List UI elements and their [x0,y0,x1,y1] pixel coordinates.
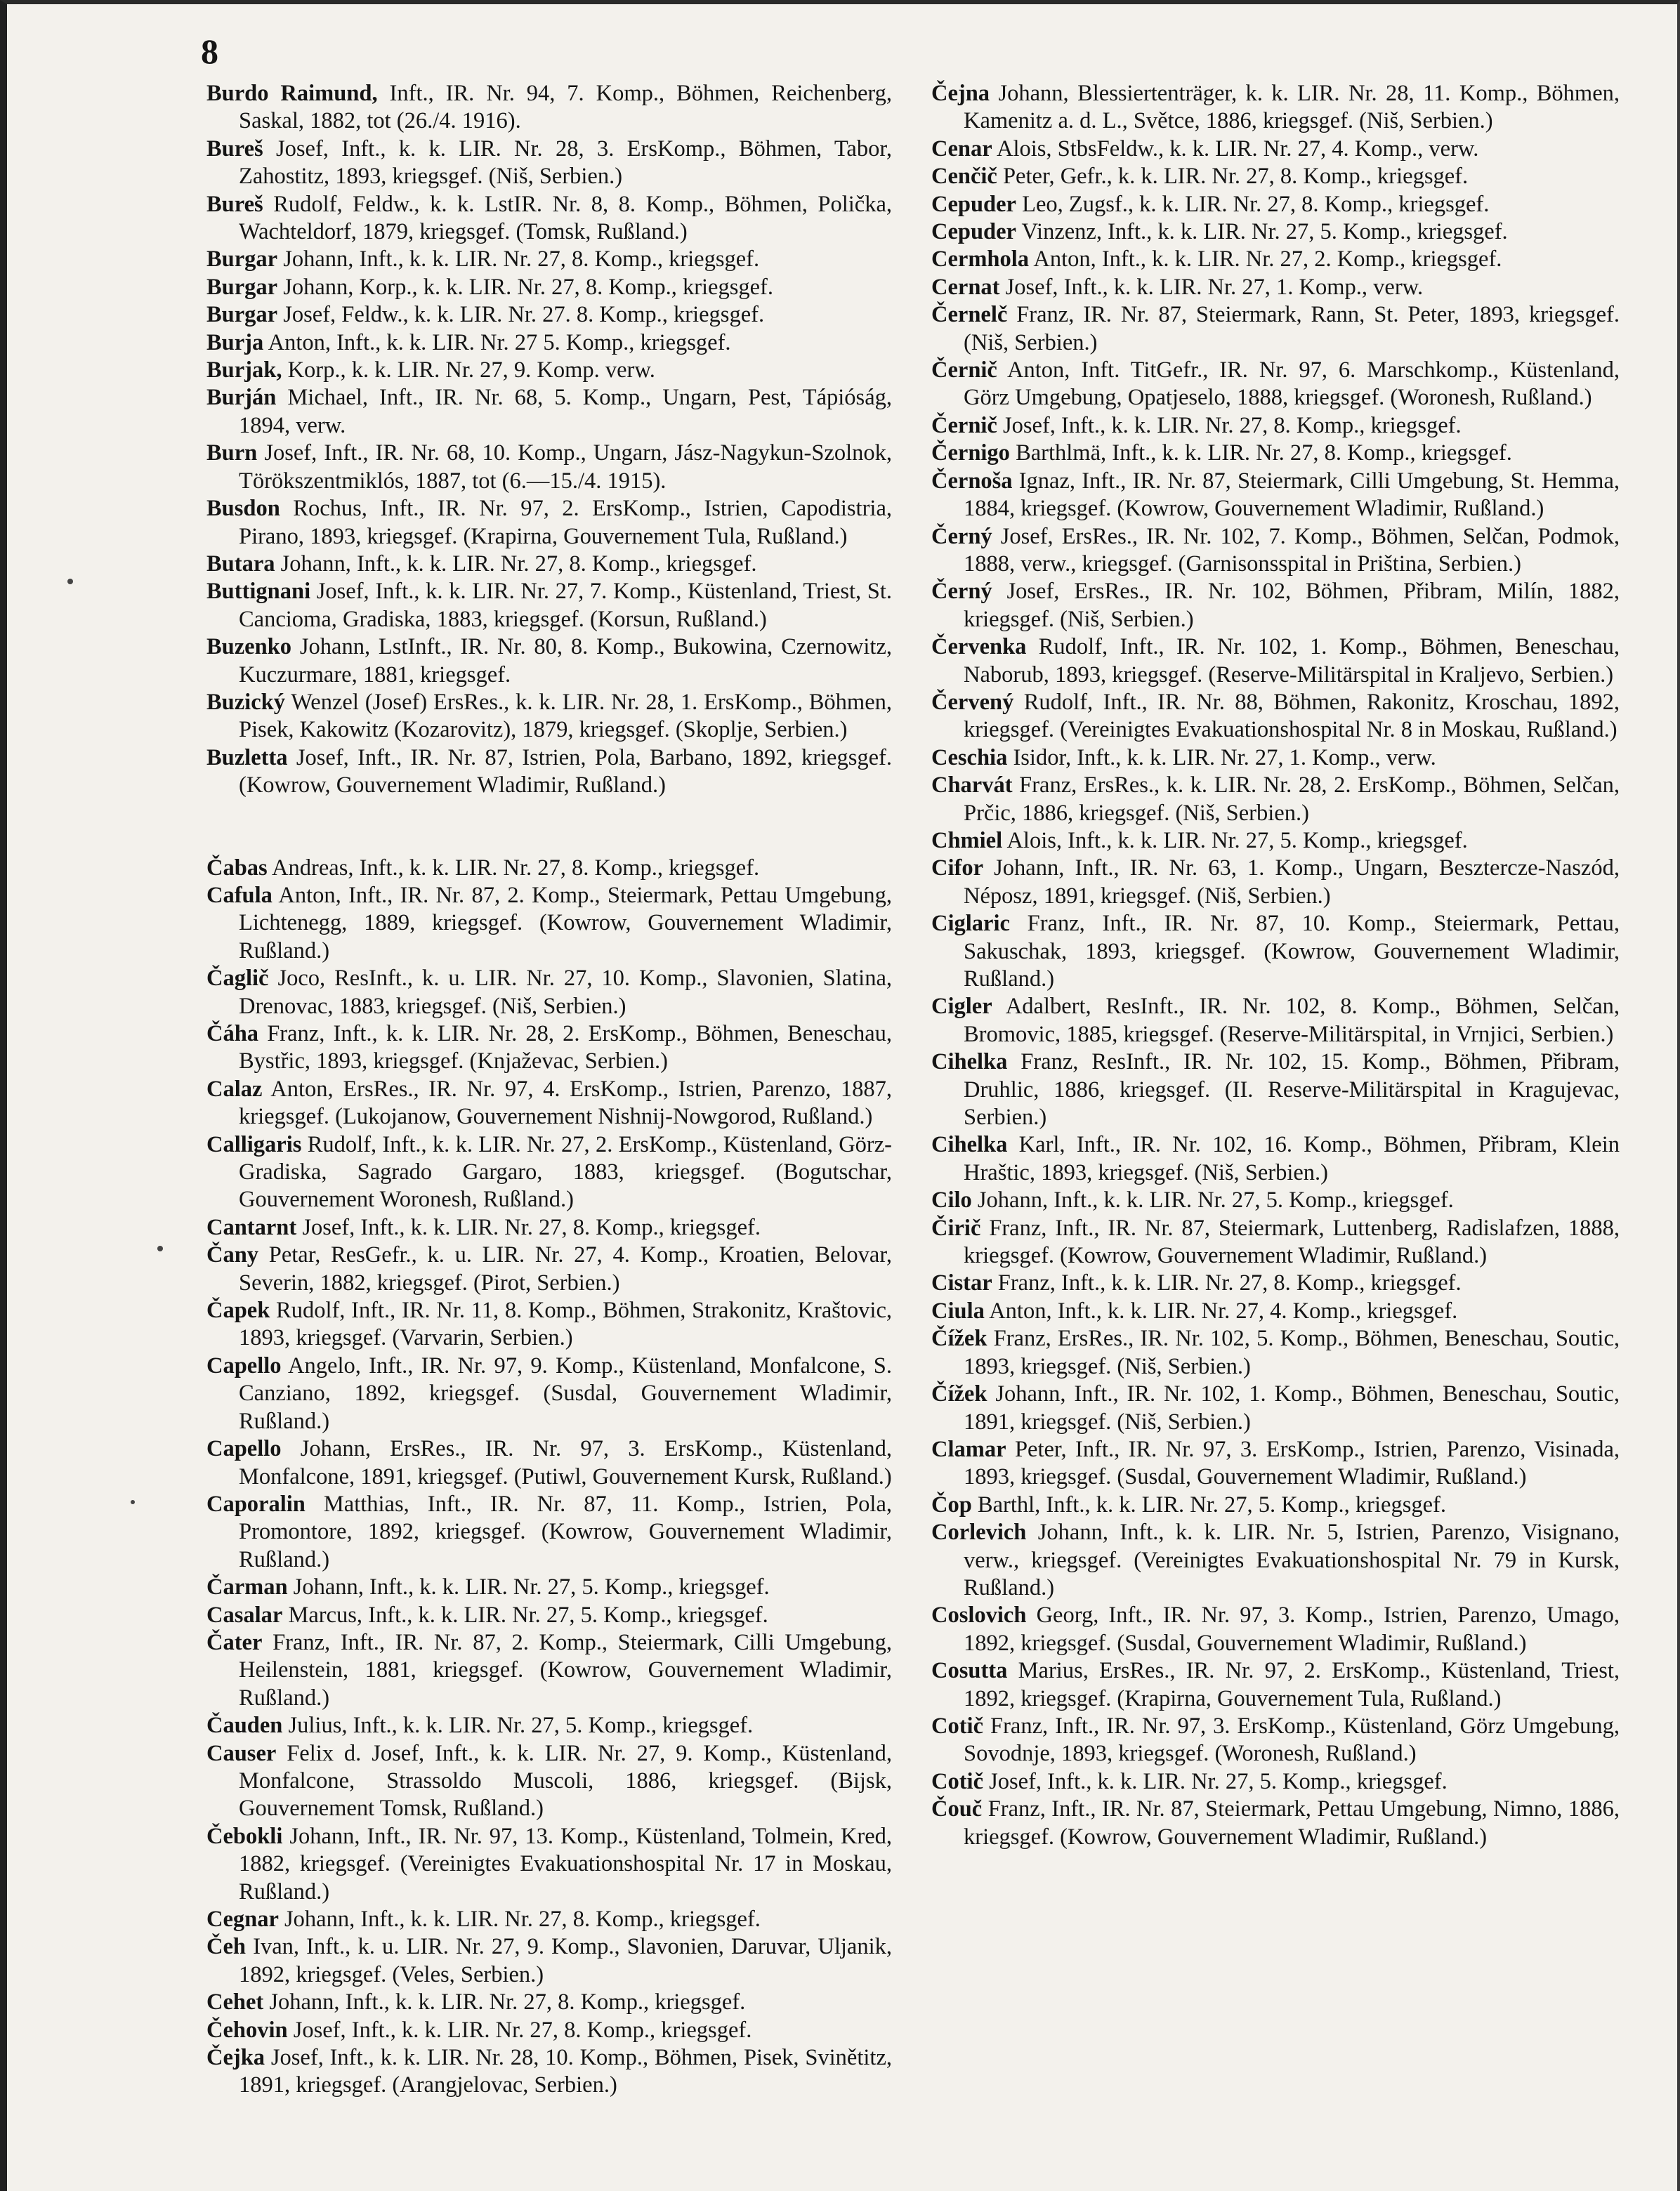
entry-details: Franz, ErsRes., k. k. LIR. Nr. 28, 2. ErsKomp., Böhmen, Selčan, Prčic, 1886, kriegsgef. (Niš, Serbien.) [964,772,1620,826]
entry-surname: Burdo Raimund, [206,81,378,106]
entry-details: Anton, Inft. TitGefr., IR. Nr. 97, 6. Marschkomp., Küstenland, Görz Umgebung, Opatjeselo, 1888, kriegsgef. (Woronesh, Rußland.) [964,357,1620,411]
entry-details: Johann, Inft., IR. Nr. 63, 1. Komp., Ungarn, Beszterczе-Naszód, Néposz, 1891, kriegsgef. (Niš, Serbien.) [964,855,1620,909]
scan-speck [131,1500,135,1504]
entry-details: Peter, Inft., IR. Nr. 97, 3. ErsKomp., Istrien, Parenzo, Visinada, 1893, kriegsgef. (Susdal, Gouvernement Wladimir, Rußland.) [964,1436,1620,1490]
entry-surname: Busdon [206,496,280,522]
register-entry [206,882,892,965]
register-entry [206,80,892,136]
entry-details: Josef, ErsRes., IR. Nr. 102, Böhmen, Přibram, Milín, 1882, kriegsgef. (Niš, Serbien.) [964,579,1620,632]
register-entry [206,2044,892,2100]
register-entry [931,1270,1620,1297]
entry-surname: Cantarnt [206,1214,297,1240]
entry-surname: Cigler [931,994,992,1020]
entry-details: Franz, Inft., IR. Nr. 87, Steiermark, Luttenberg, Radislafzen, 1888, kriegsgef. (Kowrow, Gouvernement Wladimir, Rußland.) [964,1215,1620,1269]
register-entry [931,1381,1620,1436]
entry-details: Julius, Inft., k. k. LIR. Nr. 27, 5. Komp., kriegsgef. [288,1713,754,1739]
entry-details: Josef, Inft., k. k. LIR. Nr. 27, 8. Komp., kriegsgef. [1002,412,1462,438]
register-entry [931,855,1620,910]
entry-surname: Čaglič [206,966,269,992]
entry-surname: Buzický [206,689,285,715]
entry-surname: Čížek [931,1326,987,1352]
entry-surname: Ciula [931,1298,985,1324]
entry-surname: Čarman [206,1574,288,1600]
entry-details: Anton, Inft., k. k. LIR. Nr. 27, 4. Komp., kriegsgef. [989,1298,1458,1324]
entry-surname: Černý [931,579,992,605]
register-entry [206,1131,892,1214]
register-entry [206,1242,892,1297]
entry-details: Franz, Inft., IR. Nr. 97, 3. ErsKomp., Küstenland, Görz Umgebung, Sovodnje, 1893, kriegsgef. (Woronesh, Rußland.) [964,1713,1620,1767]
entry-surname: Buttignani [206,579,311,605]
register-entry [931,993,1620,1048]
register-entry [206,1740,892,1823]
entry-surname: Čop [931,1492,972,1518]
entry-details: Franz, ErsRes., IR. Nr. 102, 5. Komp., Böhmen, Beneschau, Soutic, 1893, kriegsgef. (Niš, Serbien.) [964,1326,1620,1379]
entry-details: Johann, Inft., k. k. LIR. Nr. 27, 8. Komp., kriegsgef. [283,246,760,272]
entry-details: Anton, Inft., k. k. LIR. Nr. 27 5. Komp., kriegsgef. [268,329,731,355]
entry-details: Johann, Inft., IR. Nr. 97, 13. Komp., Küstenland, Tolmein, Kred, 1882, kriegsgef. (Vereinigtes Evakuationshospital Nr. 17 in Moskau, Rußland.) [239,1823,892,1904]
entry-surname: Čater [206,1629,263,1655]
register-entry [931,1048,1620,1131]
right-column [931,80,1620,1851]
register-entry [931,191,1620,218]
entry-surname: Clamar [931,1436,1006,1462]
register-entry [206,578,892,633]
entry-details: Josef, Inft., k. k. LIR. Nr. 28, 10. Komp., Böhmen, Pisek, Svinětitz, 1891, kriegsgef. (Arangjelovac, Serbien.) [239,2045,892,2098]
entry-details: Johann, Inft., k. k. LIR. Nr. 5, Istrien, Parenzo, Visignano, verw., kriegsgef. (Vereinigtes Evakuationshospital Nr. 79 in Kursk, Rußland.) [964,1520,1620,1600]
register-entry [931,827,1620,855]
entry-details: Rochus, Inft., IR. Nr. 97, 2. ErsKomp., Istrien, Capodistria, Pirano, 1893, kriegsgef. (Krapirna, Gouvernement Tula, Rußland.) [239,496,892,549]
entry-surname: Buzenko [206,634,292,660]
register-entry [206,1574,892,1601]
register-entry [931,689,1620,744]
entry-details: Rudolf, Inft., IR. Nr. 11, 8. Komp., Böhmen, Strakonitz, Kraštovic, 1893, kriegsgef. (Varvarin, Serbien.) [239,1298,892,1351]
entry-surname: Cihelka [931,1049,1008,1075]
register-entry [931,1298,1620,1325]
register-entry [931,633,1620,689]
entry-details: Joco, ResInft., k. u. LIR. Nr. 27, 10. Komp., Slavonien, Slatina, Drenovac, 1883, kriegsgef. (Niš, Serbien.) [239,966,892,1019]
entry-surname: Capello [206,1436,282,1462]
entry-surname: Cotič [931,1713,983,1739]
entry-surname: Čejna [931,81,990,106]
entry-surname: Causer [206,1740,277,1766]
register-entry [206,191,892,246]
entry-surname: Corlevich [931,1520,1027,1546]
entry-details: Rudolf, Inft., k. k. LIR. Nr. 27, 2. ErsKomp., Küstenland, Görz-Gradiska, Sagrado Gargaro, 1883, kriegsgef. (Bogutschar, Gouvernement Woronesh, Rußland.) [239,1131,893,1213]
entry-surname: Burjak, [206,357,282,383]
register-entry [206,1076,892,1131]
entry-details: Johann, Inft., k. k. LIR. Nr. 27, 5. Komp., kriegsgef. [977,1187,1454,1213]
entry-details: Josef, Inft., IR. Nr. 68, 10. Komp., Ungarn, Jász-Nagykun-Szolnok, Törökszentmiklós, 1887, tot (6.—15./4. 1915). [239,440,893,494]
entry-details: Josef, Inft., k. k. LIR. Nr. 27, 8. Komp., kriegsgef. [293,2017,752,2043]
entry-details: Wenzel (Josef) ErsRes., k. k. LIR. Nr. 28, 1. ErsKomp., Böhmen, Pisek, Kakowitz (Kozarovitz), 1879, kriegsgef. (Skoplje, Serbien.) [239,689,892,743]
entry-surname: Cihelka [931,1132,1008,1158]
left-column [206,80,892,2100]
entry-details: Rudolf, Inft., IR. Nr. 102, 1. Komp., Böhmen, Beneschau, Naborub, 1893, kriegsgef. (Reserve-Militärspital in Kraljevo, Serbien.) [964,634,1620,687]
register-entry [931,412,1620,440]
register-entry [206,1989,892,2016]
entry-surname: Čauden [206,1713,283,1739]
entry-details: Johann, Inft., k. k. LIR. Nr. 27, 8. Komp., kriegsgef. [284,1907,761,1932]
register-entry [206,136,892,191]
entry-surname: Červený [931,689,1014,715]
entry-surname: Cosutta [931,1658,1008,1684]
entry-details: Franz, Inft., IR. Nr. 87, 2. Komp., Steiermark, Cilli Umgebung, Heilenstein, 1881, kriegsgef. (Kowrow, Gouvernement Wladimir, Rußland.) [239,1629,893,1711]
entry-surname: Čehovin [206,2017,288,2043]
entry-surname: Ceschia [931,744,1008,770]
entry-details: Ignaz, Inft., IR. Nr. 87, Steiermark, Cilli Umgebung, St. Hemma, 1884, kriegsgef. (Kowrow, Gouvernement Wladimir, Rußland.) [964,468,1620,522]
entry-details: Franz, Inft., IR. Nr. 87, Steiermark, Pettau Umgebung, Nimno, 1886, kriegsgef. (Kowrow, Gouvernement Wladimir, Rußland.) [964,1796,1620,1850]
entry-details: Georg, Inft., IR. Nr. 97, 3. Komp., Istrien, Parenzo, Umago, 1892, kriegsgef. (Susdal, Gouvernement Wladimir, Rußland.) [964,1603,1620,1656]
entry-surname: Čapek [206,1298,270,1324]
register-entry [931,1713,1620,1768]
entry-surname: Čabas [206,855,268,881]
entry-surname: Červenka [931,634,1027,660]
register-entry [206,440,892,495]
register-entry [206,1297,892,1353]
entry-details: Rudolf, Feldw., k. k. LstIR. Nr. 8, 8. Komp., Böhmen, Polička, Wachteldorf, 1879, kriegsgef. (Tomsk, Rußland.) [239,191,892,245]
entry-surname: Čáha [206,1021,259,1046]
entry-details: Karl, Inft., IR. Nr. 102, 16. Komp., Böhmen, Přibram, Klein Hraštic, 1893, kriegsgef. (Niš, Serbien.) [964,1132,1620,1185]
register-entry [206,1629,892,1712]
entry-surname: Cegnar [206,1907,279,1932]
register-entry [206,689,892,744]
register-entry [931,80,1620,136]
entry-surname: Calligaris [206,1131,302,1157]
entry-surname: Čeh [206,1934,246,1960]
entry-details: Rudolf, Inft., IR. Nr. 88, Böhmen, Rakonitz, Kroschau, 1892, kriegsgef. (Vereinigtes Evakuationshospital Nr. 8 in Moskau, Rußland.) [964,689,1620,743]
entry-surname: Burn [206,440,258,466]
entry-details: Matthias, Inft., IR. Nr. 87, 11. Komp., Istrien, Pola, Promontore, 1892, kriegsgef. (Kowrow, Gouvernement Wladimir, Rußland.) [239,1491,892,1572]
entry-details: Alois, StbsFeldw., k. k. LIR. Nr. 27, 4. Komp., verw. [997,136,1479,162]
entry-details: Josef, ErsRes., IR. Nr. 102, 7. Komp., Böhmen, Selčan, Podmok, 1888, verw., kriegsgef. (Garnisonsspital in Priština, Serbien.) [964,523,1620,577]
register-entry [931,1215,1620,1270]
register-entry [206,495,892,551]
entry-details: Johann, Blessiertenträger, k. k. LIR. Nr. 28, 11. Komp., Böhmen, Kamenitz a. d. L., Světce, 1886, kriegsgef. (Niš, Serbien.) [964,81,1620,134]
scan-speck [157,1246,163,1251]
entry-details: Franz, Inft., k. k. LIR. Nr. 27, 8. Komp., kriegsgef. [997,1270,1462,1296]
entry-details: Barthlmä, Inft., k. k. LIR. Nr. 27, 8. Komp., kriegsgef. [1016,440,1512,466]
entry-surname: Cenčič [931,164,997,190]
register-entry [931,772,1620,827]
register-entry [206,1435,892,1491]
register-entry [931,1131,1620,1187]
register-entry [206,357,892,384]
entry-surname: Capello [206,1353,282,1379]
entry-details: Petar, ResGefr., k. u. LIR. Nr. 27, 4. Komp., Kroatien, Belovar, Severin, 1882, kriegsgef. (Pirot, Serbien.) [239,1242,892,1296]
entry-details: Angelo, Inft., IR. Nr. 97, 9. Komp., Küstenland, Monfalcone, S. Canziano, 1892, kriegsgef. (Susdal, Gouvernement Wladimir, Rußland.) [239,1353,892,1434]
scan-speck [67,579,73,584]
entry-surname: Coslovich [931,1603,1027,1629]
register-entry [931,1436,1620,1492]
entry-surname: Buzletta [206,744,288,770]
entry-surname: Butara [206,551,275,577]
register-entry [931,744,1620,772]
register-entry [931,246,1620,273]
entry-surname: Charvát [931,772,1013,798]
entry-details: Anton, Inft., IR. Nr. 87, 2. Komp., Steiermark, Pettau Umgebung, Lichtenegg, 1889, kriegsgef. (Kowrow, Gouvernement Wladimir, Rußland.) [239,882,892,963]
entry-details: Johann, ErsRes., IR. Nr. 97, 3. ErsKomp., Küstenland, Monfalcone, 1891, kriegsgef. (Putiwl, Gouvernement Kursk, Rußland.) [239,1436,892,1489]
entry-details: Ivan, Inft., k. u. LIR. Nr. 27, 9. Komp., Slavonien, Daruvar, Uljanik, 1892, kriegsgef. (Veles, Serbien.) [239,1934,892,1987]
register-entry [931,440,1620,467]
register-entry [931,910,1620,993]
register-entry [931,1519,1620,1602]
register-entry [206,1491,892,1574]
entry-surname: Bureš [206,136,263,162]
register-entry [931,218,1620,246]
entry-details: Johann, Inft., k. k. LIR. Nr. 27, 5. Komp., kriegsgef. [293,1574,770,1600]
entry-details: Inft., IR. Nr. 94, 7. Komp., Böhmen, Reichenberg, Saskal, 1882, tot (26./4. 1916). [239,81,892,134]
entry-surname: Černý [931,523,992,549]
entry-surname: Burja [206,329,264,355]
register-entry [931,1796,1620,1851]
entry-surname: Čouč [931,1796,983,1822]
register-entry [206,384,892,440]
entry-surname: Burgar [206,246,278,272]
register-entry [206,1712,892,1739]
register-entry [206,744,892,800]
page-number: 8 [201,32,218,71]
entry-details: Josef, Inft., k. k. LIR. Nr. 27, 1. Komp., verw. [1005,274,1424,300]
entry-details: Anton, Inft., k. k. LIR. Nr. 27, 2. Komp., kriegsgef. [1033,246,1502,272]
register-entry [206,1823,892,1906]
entry-details: Johann, Inft., k. k. LIR. Nr. 27, 8. Komp., kriegsgef. [280,551,757,577]
entry-details: Andreas, Inft., k. k. LIR. Nr. 27, 8. Komp., kriegsgef. [272,855,760,881]
entry-details: Johann, Inft., k. k. LIR. Nr. 27, 8. Komp., kriegsgef. [269,1989,746,2015]
register-entry [931,1768,1620,1796]
entry-surname: Calaz [206,1076,263,1102]
entry-details: Michael, Inft., IR. Nr. 68, 5. Komp., Ungarn, Pest, Tápióság, 1894, verw. [239,385,892,438]
entry-surname: Černič [931,412,997,438]
entry-surname: Cotič [931,1768,983,1794]
register-entry [206,274,892,301]
entry-surname: Bureš [206,191,263,217]
entry-surname: Ciglaric [931,911,1010,937]
entry-details: Marius, ErsRes., IR. Nr. 97, 2. ErsKomp., Küstenland, Triest, 1892, kriegsgef. (Krapirna, Gouvernement Tula, Rußland.) [964,1658,1620,1711]
entry-surname: Černoša [931,468,1013,494]
register-entry [931,578,1620,633]
entry-details: Isidor, Inft., k. k. LIR. Nr. 27, 1. Komp., verw. [1013,744,1436,770]
entry-surname: Casalar [206,1602,283,1628]
entry-surname: Burgar [206,302,278,328]
register-entry [931,301,1620,357]
register-entry [206,965,892,1020]
entry-surname: Čirič [931,1215,981,1241]
entry-surname: Čížek [931,1381,987,1407]
entry-details: Josef, Inft., k. k. LIR. Nr. 27, 5. Komp., kriegsgef. [989,1768,1448,1794]
entry-details: Johann, Inft., IR. Nr. 102, 1. Komp., Böhmen, Beneschau, Soutic, 1891, kriegsgef. (Niš, Serbien.) [964,1381,1620,1435]
register-entry [206,1602,892,1629]
entry-details: Peter, Gefr., k. k. LIR. Nr. 27, 8. Komp., kriegsgef. [1002,164,1469,190]
register-entry [206,1906,892,1933]
register-entry [931,1657,1620,1713]
entry-surname: Burján [206,385,277,411]
entry-surname: Burgar [206,274,278,300]
entry-surname: Caporalin [206,1491,306,1517]
entry-details: Korp., k. k. LIR. Nr. 27, 9. Komp. verw. [287,357,655,383]
register-entry [931,1325,1620,1381]
register-entry [206,1933,892,1989]
register-entry [206,2017,892,2044]
entry-surname: Černigo [931,440,1010,466]
entry-surname: Cenar [931,136,992,162]
entry-surname: Čebokli [206,1823,283,1849]
entry-details: Alois, Inft., k. k. LIR. Nr. 27, 5. Komp., kriegsgef. [1006,827,1468,853]
entry-details: Barthl, Inft., k. k. LIR. Nr. 27, 5. Komp., kriegsgef. [977,1492,1446,1518]
register-entry [206,551,892,578]
entry-surname: Cepuder [931,191,1016,217]
entry-surname: Černič [931,357,997,383]
entry-details: Marcus, Inft., k. k. LIR. Nr. 27, 5. Komp., kriegsgef. [288,1602,768,1628]
section-gap [206,800,892,855]
register-entry [931,163,1620,190]
entry-details: Johann, Korp., k. k. LIR. Nr. 27, 8. Komp., kriegsgef. [283,274,774,300]
entry-details: Franz, IR. Nr. 87, Steiermark, Rann, St. Peter, 1893, kriegsgef. (Niš, Serbien.) [964,302,1620,355]
register-entry [206,301,892,329]
entry-surname: Čejka [206,2045,265,2071]
entry-surname: Čany [206,1242,259,1268]
entry-surname: Cafula [206,882,273,908]
register-entry [931,357,1620,412]
register-entry [206,329,892,357]
register-entry [931,523,1620,579]
entry-details: Adalbert, ResInft., IR. Nr. 102, 8. Komp., Böhmen, Selčan, Bromovic, 1885, kriegsgef. (Reserve-Militärspital, in Vrnjici, Serbien.) [964,994,1620,1047]
register-entry [206,246,892,273]
entry-details: Vinzenz, Inft., k. k. LIR. Nr. 27, 5. Komp., kriegsgef. [1021,219,1508,245]
entry-surname: Cernat [931,274,1000,300]
register-entry [206,1020,892,1076]
register-entry [931,1492,1620,1519]
entry-surname: Cepuder [931,219,1016,245]
entry-details: Johann, LstInft., IR. Nr. 80, 8. Komp., Bukowina, Czernowitz, Kuczurmare, 1881, kriegsgef. [239,634,893,687]
register-entry [931,274,1620,301]
entry-surname: Cistar [931,1270,992,1296]
entry-details: Franz, Inft., k. k. LIR. Nr. 28, 2. ErsKomp., Böhmen, Beneschau, Bystřic, 1893, kriegsgef. (Knjaževac, Serbien.) [239,1021,892,1074]
entry-details: Felix d. Josef, Inft., k. k. LIR. Nr. 27, 9. Komp., Küstenland, Monfalcone, Strassoldo Muscoli, 1886, kriegsgef. (Bijsk, Gouvernement Tomsk, Rußland.) [239,1740,892,1822]
entry-details: Anton, ErsRes., IR. Nr. 97, 4. ErsKomp., Istrien, Parenzo, 1887, kriegsgef. (Lukojanow, Gouvernement Nishnij-Nowgorod, Rußland.) [239,1076,892,1130]
entry-surname: Cermhola [931,246,1029,272]
register-entry [206,1214,892,1242]
entry-details: Leo, Zugsf., k. k. LIR. Nr. 27, 8. Komp., kriegsgef. [1022,191,1490,217]
entry-details: Franz, ResInft., IR. Nr. 102, 15. Komp., Böhmen, Přibram, Druhlic, 1886, kriegsgef. (II. Reserve-Militärspital in Kragujevac, Serbien.) [964,1049,1620,1131]
entry-surname: Černelč [931,302,1008,328]
entry-details: Josef, Inft., k. k. LIR. Nr. 27, 8. Komp., kriegsgef. [302,1214,761,1240]
entry-surname: Cilo [931,1187,972,1213]
register-entry [931,1602,1620,1657]
entry-details: Josef, Feldw., k. k. LIR. Nr. 27. 8. Komp., kriegsgef. [283,302,765,328]
register-entry [206,633,892,689]
entry-surname: Chmiel [931,827,1003,853]
register-entry [931,1187,1620,1214]
entry-details: Josef, Inft., k. k. LIR. Nr. 28, 3. ErsKomp., Böhmen, Tabor, Zahostitz, 1893, kriegsgef. (Niš, Serbien.) [239,136,893,190]
entry-details: Josef, Inft., k. k. LIR. Nr. 27, 7. Komp., Küstenland, Triest, St. Cancioma, Gradiska, 1883, kriegsgef. (Korsun, Rußland.) [239,579,892,632]
entry-surname: Cifor [931,855,983,881]
entry-details: Josef, Inft., IR. Nr. 87, Istrien, Pola, Barbano, 1892, kriegsgef. (Kowrow, Gouvernement Wladimir, Rußland.) [239,744,892,798]
register-entry [931,468,1620,523]
entry-surname: Cehet [206,1989,264,2015]
register-entry [931,136,1620,163]
register-entry [206,855,892,882]
register-entry [206,1353,892,1435]
entry-details: Franz, Inft., IR. Nr. 87, 10. Komp., Steiermark, Pettau, Sakuschak, 1893, kriegsgef. (Kowrow, Gouvernement Wladimir, Rußland.) [964,911,1620,992]
